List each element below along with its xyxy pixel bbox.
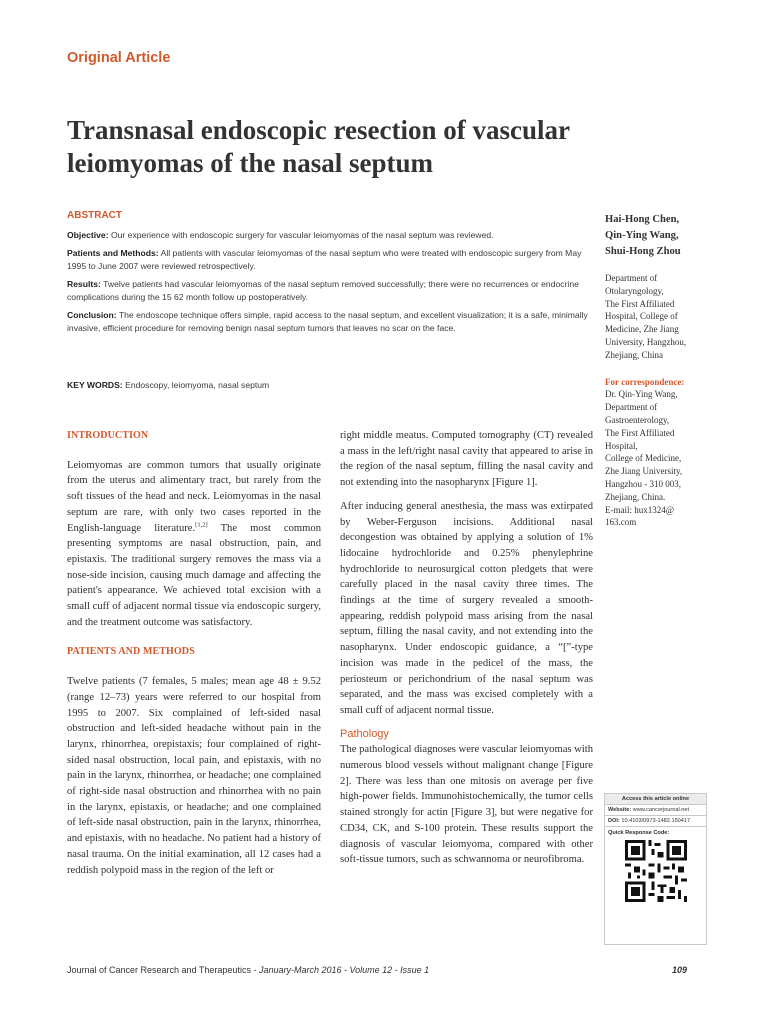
methods-label: Patients and Methods: <box>67 248 159 258</box>
citation-ref: [1,2] <box>195 520 208 528</box>
doi-value[interactable]: 10.4103/0973-1482.150417 <box>621 818 691 824</box>
correspondence-line: College of Medicine, <box>605 453 682 464</box>
methods-paragraph: Twelve patients (7 females, 5 males; mean age 48 ± 9.52 (range 12–73) years were referred to our hospital from 1995 to 2007. Six complained of left-sided nasal obstruction and left-sided headache without pain in the larynx, rhinorrhea, orepistaxis; four complained of right-sided nasal obstruction, local pain, and epistaxis, with no pain in the larynx, rhinorrhea, or headache; one complained of right-side nasal obstruction and rhinorrhea with no pain in the larynx, epistaxis, or headache; and one complained of left-side nasal obstruction, pain in the larynx, rhinorrhea, and epistaxis, with no headache. No patient had a history of nasal trauma. On the initial examination, all 12 cases had a reddish polypoid mass in the region of the left or <box>67 676 321 876</box>
correspondence-line: Hospital, <box>605 440 638 451</box>
affiliation-line: Medicine, Zhe Jiang <box>605 324 679 335</box>
correspondence-line: The First Affiliated <box>605 427 675 438</box>
introduction-paragraph <box>67 458 321 631</box>
page-number: 109 <box>672 965 688 975</box>
qr-label: Quick Response Code: <box>608 830 670 836</box>
author-list <box>605 212 705 260</box>
doi-row <box>605 816 706 827</box>
intro-text-1: Leiomyomas are common tumors that usually originate from the uterus and alimentary tract, but rarely from the soft tissues of the head and neck. Leiomyomas in the nasal septum are rare, with only two cases reported in the English-language literature. <box>67 459 321 534</box>
objective-text: Our experience with endoscopic surgery for vascular leiomyomas of the nasal septum was reviewed. <box>110 229 494 240</box>
pathology-paragraph: The pathological diagnoses were vascular leiomyomas with numerous blood vessels without malignant change [Figure 2]. There was less than one mitosis on average per five high-power fields. Immunohistochemically, the tumor cells stained strongly for actin [Figure 3], but were negative for CD34, CK, and S-100 protein. These results support the diagnosis of vascular leiomyoma, compared with other soft-tissue tumors, such as schwannoma or neurofibroma. <box>340 744 593 866</box>
keywords-text: Endoscopy, leiomyoma, nasal septum <box>125 380 270 390</box>
body-column-left <box>67 428 321 878</box>
access-heading: Access this article online <box>605 794 706 805</box>
affiliation-line: Department of <box>605 273 658 283</box>
author-name: Shui-Hong Zhou <box>605 246 681 257</box>
abstract-objective <box>67 229 592 242</box>
pathology-heading: Pathology <box>340 727 389 740</box>
website-row <box>605 805 706 816</box>
correspondence-line: Dr. Qin-Ying Wang, <box>605 389 678 400</box>
objective-label: Objective: <box>67 229 109 240</box>
methods-text: All patients with vascular leiomyomas of the nasal septum who were treated with endoscopic surgery from May 1995 to June 2007 were reviewed retrospectively. <box>67 248 582 271</box>
abstract-results <box>67 278 592 303</box>
journal-name: Journal of Cancer Research and Therapeutics - <box>67 965 259 975</box>
author-sidebar <box>605 212 705 529</box>
abstract-methods <box>67 247 592 272</box>
qr-code-icon[interactable] <box>625 840 687 902</box>
affiliation-line: University, Hangzhou, <box>605 336 687 347</box>
body-column-right <box>340 428 593 868</box>
doi-label: DOI: <box>608 818 620 824</box>
abstract-heading: ABSTRACT <box>67 210 122 221</box>
issue-info: January-March 2016 - Volume 12 - Issue 1 <box>258 965 430 975</box>
correspondence-line: Zhe Jiang University, <box>605 466 683 477</box>
website-label: Website: <box>608 807 632 813</box>
correspondence-heading: For correspondence: <box>605 376 685 387</box>
affiliation-line: Zhejiang, China <box>605 349 663 360</box>
patients-methods-heading: PATIENTS AND METHODS <box>67 646 195 658</box>
correspondence-line: Department of <box>605 402 658 413</box>
article-title: Transnasal endoscopic resection of vascular leiomyomas of the nasal septum <box>67 115 570 178</box>
abstract-conclusion <box>67 309 592 334</box>
surgery-paragraph: After inducing general anesthesia, the mass was extirpated by Weber-Ferguson incisions. Additional nasal decongestion was obtained by applying a solution of 1% lidocaine hydrochloride and 0.25% phenylephrine hydrochloride to neurosurgical cotton pledgets that were carefully placed in the nasal cavity three times. The findings at the time of surgery revealed a smooth-appearing, reddish polypoid mass arising from the nasal septum, filling the nasal cavity, and not extending into the nasopharynx. Under endoscopic guidance, a “[”-type incision was made in the pedicel of the mass, the periosteum or perichondrium of the nasal septum was separated, and the mass was excised completely with a small cuff of adjacent normal tissue. <box>340 500 593 716</box>
conclusion-label: Conclusion: <box>67 310 117 320</box>
results-text: Twelve patients had vascular leiomyomas of the nasal septum removed successfully; there were no recurrences or endocrine complications during the 15 62 month follow up postoperatively. <box>67 279 579 302</box>
email-line[interactable]: 163.com <box>605 517 637 528</box>
conclusion-text: The endoscope technique offers simple, rapid access to the nasal septum, and excellent visualization; it is a safe, minimally invasive, efficient procedure for removing benign nasal septum tumors that leaves no scar on the face. <box>67 310 588 333</box>
correspondence-line: Zhejiang, China. <box>605 491 666 502</box>
introduction-heading: INTRODUCTION <box>67 430 149 441</box>
website-link[interactable]: www.cancerjournal.net <box>632 807 690 813</box>
abstract-block <box>67 210 592 340</box>
journal-footer <box>67 965 429 975</box>
intro-text-2: The most common presenting symptoms are nasal obstruction, pain, and epistaxis. The traditional surgery removes the mass via a nose-side incision, causing much damage and affecting the patient's appearance. We achieved total excision with a small cuff of adjacent normal tissue via endoscopic surgery, and the treatment outcome was satisfactory. <box>67 522 321 628</box>
affiliation <box>605 272 705 362</box>
author-name: Hai-Hong Chen, <box>605 214 680 225</box>
affiliation-line: The First Affiliated <box>605 298 675 309</box>
author-name: Qin-Ying Wang, <box>605 230 679 241</box>
keywords <box>67 380 592 390</box>
results-label: Results: <box>67 279 101 289</box>
article-type-label: Original Article <box>67 50 171 66</box>
ct-paragraph: right middle meatus. Computed tomography (CT) revealed a mass in the left/right nasal cavity that appeared to arise in the region of the nasal septum, filling the nasal cavity and not extending into the nasopharynx [Figure 1]. <box>340 430 593 489</box>
keywords-label: KEY WORDS: <box>67 380 123 390</box>
correspondence-line: Hangzhou - 310 003, <box>605 478 681 489</box>
correspondence-line: Gastroenterology, <box>605 414 670 425</box>
correspondence-address <box>605 388 705 529</box>
affiliation-line: Hospital, College of <box>605 311 678 322</box>
email-line[interactable]: E-mail: hux1324@ <box>605 504 675 515</box>
access-online-box <box>604 793 707 945</box>
affiliation-line: Otolaryngology, <box>605 285 664 296</box>
